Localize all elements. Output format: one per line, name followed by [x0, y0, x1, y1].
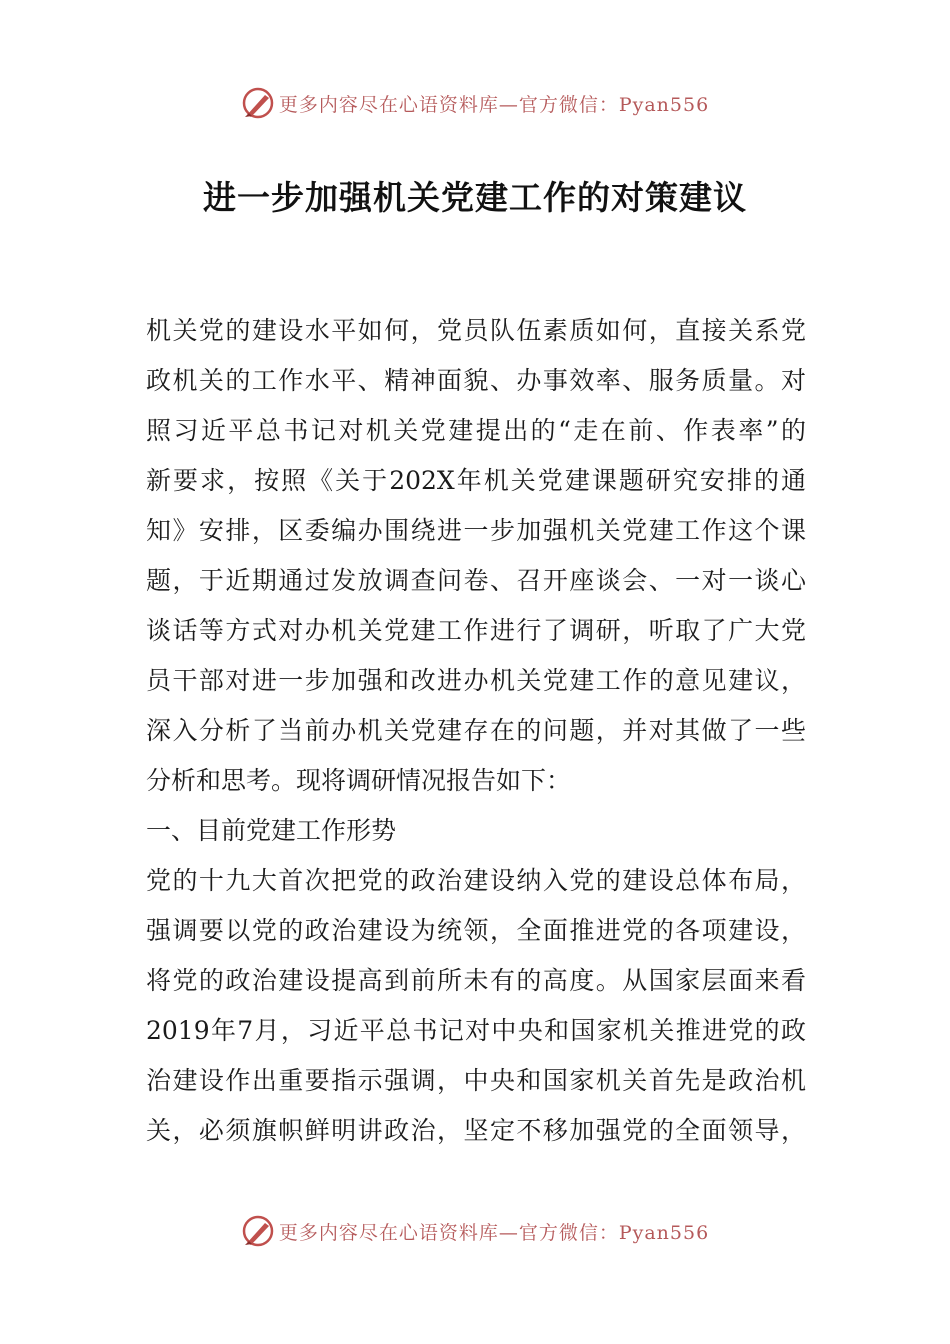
- text-line: 分析和思考。现将调研情况报告如下：: [146, 766, 572, 795]
- text-line: 深入分析了当前办机关党建存在的问题，并对其做了一些: [146, 716, 806, 745]
- watermark-text: 更多内容尽在心语资料库—官方微信：Pyan556: [278, 1221, 710, 1244]
- text-line: 关，必须旗帜鲜明讲政治，坚定不移加强党的全面领导，: [146, 1116, 806, 1145]
- text-line: 2019年7月，习近平总书记对中央和国家机关推进党的政: [146, 1016, 806, 1045]
- pen-logo-icon: [241, 1214, 275, 1248]
- section-heading: 一、目前党建工作形势: [146, 816, 397, 845]
- text-line: 强调要以党的政治建设为统领，全面推进党的各项建设，: [146, 916, 806, 945]
- header-watermark: [0, 83, 950, 123]
- text-line: 题，于近期通过发放调查问卷、召开座谈会、一对一谈心: [146, 566, 806, 595]
- text-line: 政机关的工作水平、精神面貌、办事效率、服务质量。对: [146, 366, 806, 395]
- text-line: 知》安排，区委编办围绕进一步加强机关党建工作这个课: [146, 516, 806, 545]
- watermark-text: 更多内容尽在心语资料库—官方微信：Pyan556: [278, 93, 710, 116]
- document-body: [146, 306, 806, 1156]
- text-line: 机关党的建设水平如何，党员队伍素质如何，直接关系党: [146, 316, 806, 345]
- text-line: 将党的政治建设提高到前所未有的高度。从国家层面来看: [146, 966, 806, 995]
- text-line: 治建设作出重要指示强调，中央和国家机关首先是政治机: [146, 1066, 806, 1095]
- text-line: 员干部对进一步加强和改进办机关党建工作的意见建议，: [146, 666, 806, 695]
- text-line: 谈话等方式对办机关党建工作进行了调研，听取了广大党: [146, 616, 806, 645]
- text-line: 新要求，按照《关于202X年机关党建课题研究安排的通: [146, 466, 806, 495]
- page-title: 进一步加强机关党建工作的对策建议: [203, 178, 747, 217]
- footer-watermark: [0, 1211, 950, 1251]
- pen-logo-icon: [241, 86, 275, 120]
- text-line: 党的十九大首次把党的政治建设纳入党的建设总体布局，: [146, 866, 806, 895]
- text-line: 照习近平总书记对机关党建提出的“走在前、作表率”的: [146, 416, 806, 445]
